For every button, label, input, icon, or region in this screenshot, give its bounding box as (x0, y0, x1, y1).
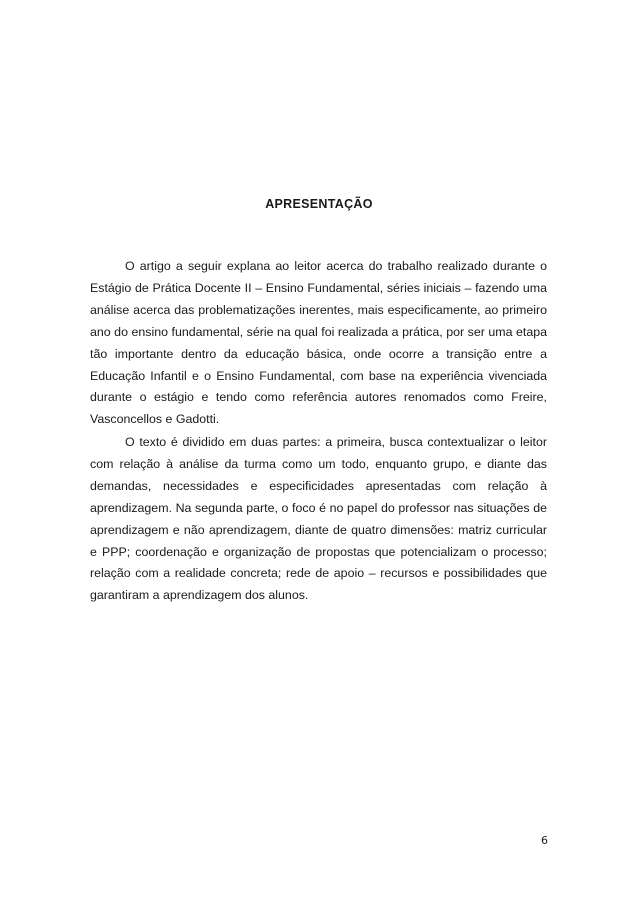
paragraph-structure: O texto é dividido em duas partes: a primeira, busca contextualizar o leitor com relação à análise da turma como um todo, enquanto grupo, e diante das demandas, necessidades e especificidades apresentadas com relação à aprendizagem. Na segunda parte, o foco é no papel do professor nas situações de aprendizagem e não aprendizagem, diante de quatro dimensões: matriz curricular e PPP; coordenação e organização de propostas que potencializam o processo; relação com a realidade concreta; rede de apoio – recursos e possibilidades que garantiram a aprendizagem dos alunos. (90, 435, 547, 603)
section-heading: APRESENTAÇÃO (265, 197, 373, 211)
page-number: 6 (541, 834, 548, 847)
paragraph-intro: O artigo a seguir explana ao leitor acerca do trabalho realizado durante o Estágio de Prática Docente II – Ensino Fundamental, séries iniciais – fazendo uma análise acerca das problematizações inerentes, mais especificamente, ao primeiro ano do ensino fundamental, série na qual foi realizada a prática, por ser uma etapa tão importante dentro da educação básica, onde ocorre a transição entre a Educação Infantil e o Ensino Fundamental, com base na experiência vivenciada durante o estágio e tendo como referência autores renomados como Freire, Vasconcellos e Gadotti. (90, 259, 547, 427)
